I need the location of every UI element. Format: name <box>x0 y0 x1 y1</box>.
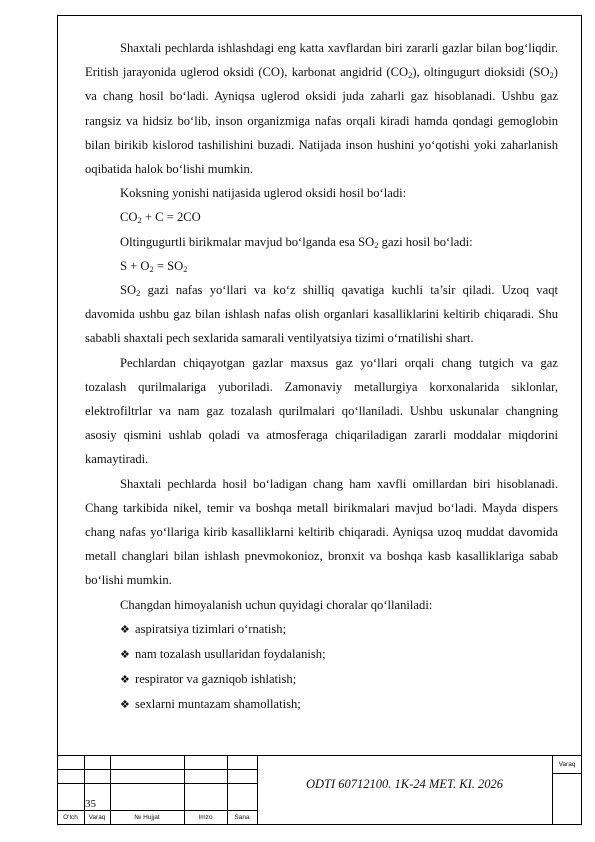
precautions-list <box>85 617 558 718</box>
subscript: 2 <box>408 70 413 81</box>
title-block-stamp <box>57 755 582 825</box>
text-run: ), oltingugurt dioksidi (SO <box>412 65 550 80</box>
diamond-bullet-icon: ❖ <box>120 649 130 662</box>
document-code: ODTI 60712100. 1K-24 MET. KI. 2026 <box>306 777 503 791</box>
paragraph <box>85 278 558 351</box>
list-item <box>120 667 558 692</box>
formula-line <box>85 230 558 254</box>
paragraphs <box>85 36 558 617</box>
list-item-text: nam tozalash usullaridan foydalanish; <box>135 647 326 662</box>
list-item <box>120 692 558 717</box>
stamp-header-varaq: Varaq <box>88 814 106 821</box>
subscript: 2 <box>183 263 188 274</box>
text-run: S + O <box>120 258 150 273</box>
stamp-col-6 <box>552 755 553 825</box>
text-run: + C = 2CO <box>141 210 201 225</box>
text-run: Koksning yonishi natijasida uglerod oksidi hosil bo‘ladi: <box>120 186 407 201</box>
document-body <box>85 36 558 718</box>
paragraph <box>85 351 558 472</box>
paragraph <box>85 472 558 593</box>
text-run: Changdan himoyalanish uchun quyidagi choralar qo‘llaniladi: <box>120 597 433 612</box>
diamond-bullet-icon: ❖ <box>120 674 130 687</box>
stamp-header-imzo: Imzo <box>198 814 213 821</box>
subscript: 2 <box>136 288 141 299</box>
text-run: gazi nafas yo‘llari va ko‘z shilliq qavatiga kuchli ta’sir qiladi. Uzoq vaqt davomida ushbu gaz bilan ishlash nafas olish organlari kasalliklarini keltirib chiqaradi. Shu sababli shaxtali pech sexlarida samarali ventilyatsiya tizimi o‘rnatilishi shart. <box>85 283 558 346</box>
stamp-header-sana: Sana <box>234 814 250 821</box>
subscript: 2 <box>374 239 379 250</box>
text-run: SO <box>120 283 137 298</box>
list-item-text: sexlarni muntazam shamollatish; <box>135 697 301 712</box>
text-run: Oltingugurtli birikmalar mavjud bo‘lganda esa SO <box>120 234 375 249</box>
list-item-text: respirator va gazniqob ishlatish; <box>135 672 297 687</box>
stamp-varaq-line <box>552 773 582 774</box>
list-item <box>120 617 558 642</box>
formula-line <box>85 205 558 229</box>
page-number: 35 <box>85 798 96 810</box>
stamp-header-hujjat: № Hujjat <box>134 814 160 821</box>
text-run: Shaxtali pechlarda hosil bo‘ladigan chang ham xavfli omillardan biri hisoblanadi. Chang tarkibida nikel, temir va boshqa metall birikmalari mavjud bo‘ladi. Mayda dispers chang nafas yo‘llariga kirib kasalliklarni keltirib chiqaradi. Ayniqsa uzoq muddat davomida metall changlari bilan ishlash pnevmokonioz, bronxit va boshqa kasb kasalliklariga sabab bo‘lishi mumkin. <box>85 476 558 588</box>
formula-line <box>85 181 558 205</box>
list-item <box>120 642 558 667</box>
formula-line <box>85 254 558 278</box>
text-run: = SO <box>153 258 184 273</box>
text-run: Shaxtali pechlarda ishlashdagi eng katta xavflardan biri zararli gazlar bilan bog‘liqdir. Eritish jarayonida uglerod oksidi (CO), karbonat angidrid (CO <box>85 41 558 80</box>
diamond-bullet-icon: ❖ <box>120 623 130 636</box>
text-run: CO <box>120 210 138 225</box>
text-run: ) va chang hosil bo‘ladi. Ayniqsa uglerod oksidi juda zaharli gaz hisoblanadi. Ushbu gaz rangsiz va hidsiz bo‘lib, inson organizmiga nafas orqali kiradi hamda qondagi gemoglobin bilan birikib kislorod tashilishini buzadi. Natijada inson hushini yo‘qotishi yoki zaharlanish oqibatida halok bo‘lishi mumkin. <box>85 65 558 177</box>
formula-line <box>85 593 558 617</box>
stamp-header-olch: O‘lch <box>63 814 78 821</box>
list-item-text: aspiratsiya tizimlari o‘rnatish; <box>135 621 287 636</box>
diamond-bullet-icon: ❖ <box>120 699 130 712</box>
paragraph <box>85 36 558 181</box>
text-run: gazi hosil bo‘ladi: <box>378 234 473 249</box>
varaq-label: Varaq <box>558 761 576 768</box>
subscript: 2 <box>549 70 554 81</box>
text-run: Pechlardan chiqayotgan gazlar maxsus gaz yo‘llari orqali chang tutgich va gaz tozalash qurilmalariga yuboriladi. Zamonaviy metallurgiya korxonalarida siklonlar, elektrofiltrlar va nam gaz tozalash qurilmalari qo‘llaniladi. Ushbu uskunalar changning asosiy qismini ushlab qoladi va atmosferaga chiqariladigan zararli moddalar miqdorini kamaytiradi. <box>85 355 558 467</box>
subscript: 2 <box>137 215 142 226</box>
stamp-top-line <box>57 755 582 756</box>
subscript: 2 <box>149 263 154 274</box>
